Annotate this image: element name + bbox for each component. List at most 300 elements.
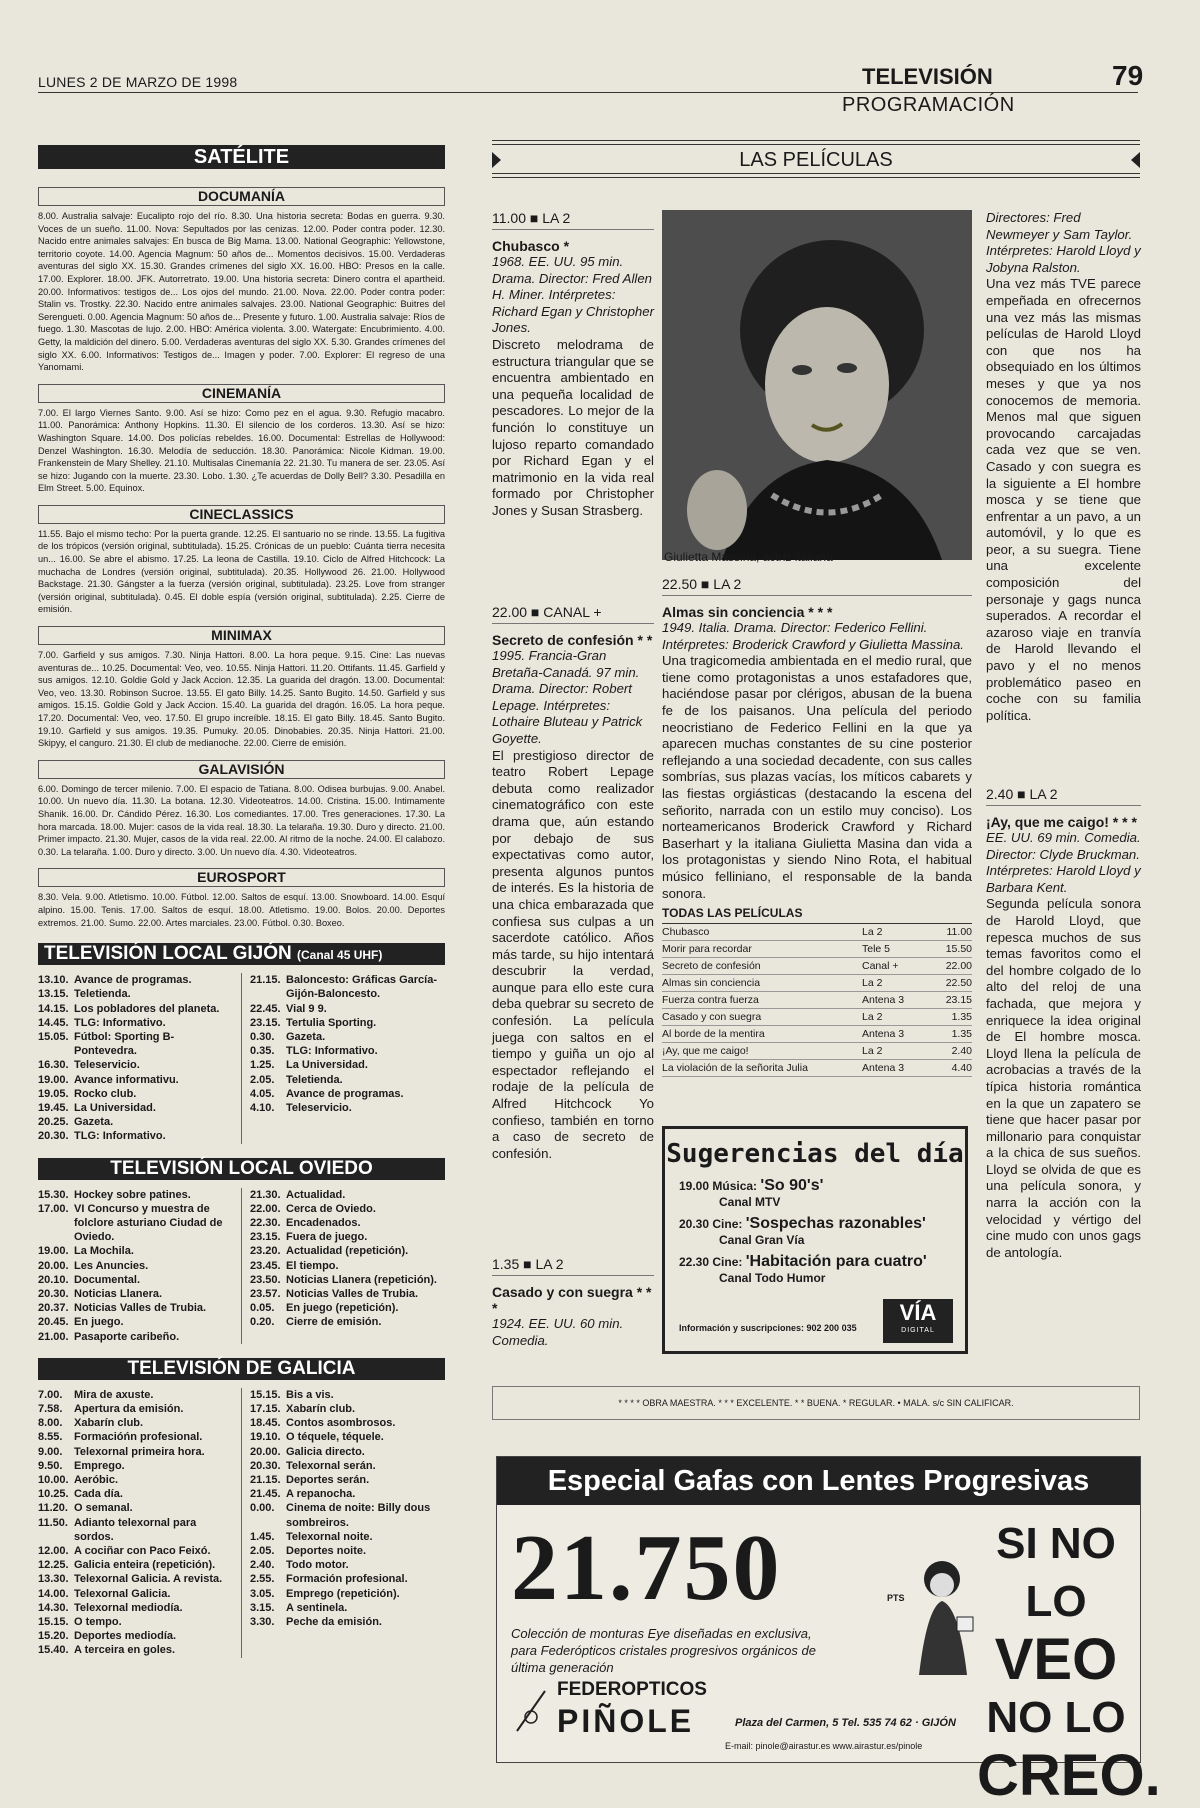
schedule-time: 8.00. [38,1417,63,1430]
schedule-program: Galicia enteira (repetición). [74,1559,216,1572]
film-time: 1.35 [932,1026,972,1043]
suggestion-time: 20.30 [679,1217,710,1231]
suggestion-title: 'Sospechas razonables' [745,1215,926,1232]
slot-time: 22.00 [492,604,528,620]
schedule-row [38,1073,231,1087]
schedule-row [250,1287,445,1301]
secreto-slot: 22.00 ■ CANAL + [492,604,654,624]
schedule-program: Peche da emisión. [286,1616,382,1629]
schedule-program: Deportes mediodía. [74,1630,177,1643]
schedule-time: 23.45. [250,1259,281,1272]
schedule-row [38,1330,231,1344]
federopticos-logo-icon [511,1685,551,1735]
schedule-row [38,1516,231,1544]
schedule-time: 13.10. [38,974,69,987]
schedule-program: Galicia directo. [286,1445,365,1458]
film-time: 15.50 [932,941,972,958]
schedule-time: 15.15. [250,1388,281,1401]
schedule-program: Gazeta. [286,1030,326,1043]
schedule-program: La Mochila. [74,1245,134,1258]
peliculas-title: LAS PELÍCULAS [739,149,893,171]
schedule-program: Rocko club. [74,1087,137,1100]
schedule-program: O téquele, téquele. [286,1431,384,1444]
schedule-program: Xabarín club. [286,1403,356,1415]
channel-schedule: 8.30. Vela. 9.00. Atletismo. 10.00. Fútbol. 12.00. Saltos de esquí. 13.00. Snowboard. 14.00. Esquí alpino. 15.00. Tenis. 17.00. Saltos de esquí. 18.00. Atletismo. 19.00. Bolos. 20.00. Deportes extremos. 21.00. Sumo. 22.00. Artes marciales. 23.00. Fútbol. 0.30. Boxeo. [38,892,445,928]
schedule-row [250,1416,445,1430]
schedule-row [38,1587,231,1601]
schedule-row [38,987,231,1001]
ad-brand-2: PIÑOLE [557,1703,695,1739]
slogan-line: VEO [994,1627,1118,1692]
suggestion-item [679,1215,965,1247]
film-channel: Tele 5 [862,941,932,958]
schedule-time: 19.10. [250,1431,281,1444]
schedule-program: O tempo. [74,1616,122,1629]
chubasco-title: Chubasco * [492,238,570,254]
schedule-time: 21.15. [250,974,281,987]
schedule-row [38,1601,231,1615]
gijon-table [38,973,445,1143]
schedule-time: 14.45. [38,1016,69,1029]
schedule-program: Emprego. [74,1459,125,1472]
schedule-row [250,1002,445,1016]
logo-text: VÍA [899,1300,937,1325]
schedule-row [38,1202,231,1245]
schedule-time: 13.15. [38,988,69,1001]
schedule-time: 11.50. [38,1516,68,1529]
film-title: Al borde de la mentira [662,1026,862,1043]
channel-heading: GALAVISIÓN [38,760,445,779]
rating-legend: * * * * OBRA MAESTRA. * * * EXCELENTE. * * BUENA. * REGULAR. • MALA. s/c SIN CALIFICAR. [492,1386,1140,1420]
film-row [662,975,972,992]
schedule-time: 10.00. [38,1474,69,1487]
schedule-program: La Universidad. [74,1101,156,1114]
suggestion-time: 19.00 [679,1179,710,1193]
schedule-row [250,1315,445,1329]
film-channel: Antena 3 [862,1026,932,1043]
schedule-time: 14.00. [38,1587,69,1600]
schedule-time: 19.00. [38,1245,69,1258]
schedule-row [250,1259,445,1273]
schedule-row [38,1473,231,1487]
schedule-row [250,1473,445,1487]
todas-title: TODAS LAS PELÍCULAS [662,906,972,924]
schedule-program: Pasaporte caribeño. [74,1330,180,1343]
almas-text: Una tragicomedia ambientada en el medio rural, que tiene como protagonistas a unos estafadores que, haciéndose pasar por clérigos, abusan de la buena fe de los paisanos. Una película del periodo neocristiano de Federico Fellini en la que ya aparecen muchas constantes de su cine posterior reflejando a una sociedad decadente, con sus calles sombrías, sus plazas vacías, los míticos cabarets y las fiestas orgiásticas (destacando la escena del señorito, narrada con un estilo muy conciso). Los norteamericanos Broderick Crawford y Richard Baserhart y la italiana Giulietta Masina dan vida a los protagonistas y siendo Nino Rota, el habitual músico felliniano, el responsable de la banda sonora. [662,653,972,901]
channel-schedule: 7.00. El largo Viernes Santo. 9.00. Así se hizo: Como pez en el agua. 9.30. Refugio macabro. 11.00. Panorámica: Anthony Hopkins. 11.30. El silencio de los corderos. 13.30. Así se hizo: Washington Square. 14.00. Dos policías rebeldes. 16.00. Documental: Estrellas de Hollywood: Denzel Washington. 16.30. Melodía de seducción. 18.30. Panorámica: Nicole Kidman. 19.00. Frankenstein de Mary Shelley. 21.10. Multisalas Cinemanía 22. 21.30. Tu manera de ser. 23.05. Así se hizo: Jugando con la muerte. 23.30. Lobo. 1.30. ¿Te acuerdas de Dolly Bell? 3.30. Pesadilla en Elm Street. 5.00. Equinox. [38,407,445,494]
schedule-program: Hockey sobre patines. [74,1188,191,1201]
schedule-row [38,1188,231,1202]
schedule-time: 18.45. [250,1417,281,1430]
schedule-row [38,1544,231,1558]
film-title: ¡Ay, que me caigo! [662,1043,862,1060]
schedule-time: 20.00. [250,1445,281,1458]
schedule-row [38,1016,231,1030]
casado-text: Una vez más TVE parece empeñada en ofrecernos una vez más las mismas películas de Harold Lloyd con que nos ha obsequiado en los últimos meses y que ya nos conocemos de memoria. Menos mal que siguen provocando carcajadas cada vez que se ven. Casado y con suegra es la siguiente a El hombre mosca y se tiene que enfrentar a un pavo, a un automóvil, y lo que es peor, a su suegra. Tiene una excelente composición del personaje y gags nunca superados. A recordar el azaroso viaje en tranvía de Harold llevando el pavo y el no menos problemático paseo en coche con su familia política. [986,276,1141,723]
schedule-row [250,1016,445,1030]
schedule-row [250,1459,445,1473]
schedule-program: Les Anuncies. [74,1259,149,1272]
schedule-row [250,1087,445,1101]
schedule-row [250,1188,445,1202]
schedule-program: Encadenados. [286,1216,361,1229]
schedule-time: 8.55. [38,1431,63,1444]
schedule-program: Fútbol: Sporting B-Pontevedra. [74,1030,175,1058]
schedule-program: Fuera de juego. [286,1231,368,1244]
schedule-program: En juego. [74,1316,124,1329]
schedule-row [250,1445,445,1459]
schedule-time: 20.37. [38,1302,69,1315]
sugerencias-items [679,1177,965,1285]
schedule-row [250,1501,445,1529]
schedule-row [38,1416,231,1430]
schedule-time: 2.05. [250,1545,275,1558]
schedule-program: Aeróbic. [74,1474,119,1487]
ad-address: Plaza del Carmen, 5 Tel. 535 74 62 · GIJÓN [735,1717,956,1729]
channel-schedule: 6.00. Domingo de tercer milenio. 7.00. El espacio de Tatiana. 8.00. Odisea burbujas. 9.00. Anabel. 10.00. Un nuevo día. 11.30. La botana. 12.30. Videoteatros. 14.00. Cristina. 15.00. Intimamente Shanik. 16.00. Dr. Cándido Pérez. 16.30. Los comediantes. 17.00. Tres generaciones. 17.30. La hora marcada. 18.00. Mujer: casos de la vida real. 18.30. La telaraña. 19.30. Duro y directo. 21.00. Primer impacto. 21.30. Mujer, casos de la vida real. 22.00. Al ritmo de la noche. 24.00. El calabozo. 0.30. La telaraña. 1.00. Duro y directo. 3.00. Un nuevo día. 4.30. Videoteatros. [38,783,445,857]
schedule-program: Telexornal noite. [286,1530,373,1543]
channel-heading: DOCUMANÍA [38,187,445,206]
ay-text: Segunda película sonora de Harold Lloyd, que repesca muchos de sus temas favoritos como el del hombre colgado de lo alto del reloj de una fachada, que mejora y enriquece la idea original de El hombre mosca. Lloyd llena la película de acrobacias a través de la típica historia romántica en la que un zapatero se tiene que hacer pasar por millonario para conquistar a la chica de sus sueños. Lloyd se olvida de que es una película sonora, y narra la acción con la velocidad y vértigo del cine mudo con unos gags de antología. [986,896,1141,1260]
schedule-row [38,973,231,987]
schedule-time: 7.58. [38,1403,63,1415]
schedule-row [38,1002,231,1016]
slot-channel: LA 2 [542,210,571,226]
schedule-time: 3.05. [250,1587,275,1600]
schedule-time: 22.00. [250,1202,281,1215]
schedule-row [38,1402,231,1416]
schedule-program: A repanocha. [286,1488,356,1501]
channel-schedule: 8.00. Australia salvaje: Eucalipto rojo del río. 8.30. Una historia secreta: Bodas en guerra. 9.30. Voces de un sueño. 11.00. Nova: Sepultados por las cenizas. 12.00. Poder contra poder. 12.30. Nacido entre animales salvajes: En busca de Big Mama. 13.00. National Geographic: Yellowstone, territorio coyote. 14.00. Agencia Magnum: 50 años de... Momentos decisivos. 15.00. Verdaderas aventuras del siglo XX. 15.30. Grandes crímenes del siglo XX. 16.00. HBO: Presos en la calle. 17.00. Explorer. 18.00. JFK. Autorretrato. 19.00. Una historia secreta: Dinero contra el apartheid. 20.00. Informativos: testigos de... Los ojos del mundo. 21.00. Nova. 22.00. Poder contra poder: Stalin vs. Trostky. 22.30. Nacido entre animales salvajes. 23.00. National Geographic: Buitres del Serengueti. 0.00. Agencia Magnum: 50 años de... Presente y futuro. 1.00. Australia salvaje: Ríos de fuego. 1.30. Mascotas de lujo. 2.00. HBO: América violenta. 3.00. Watergate: Encubrimiento. 4.00. Getty, la maldición del dinero. 5.00. Verdaderas aventuras del siglo XX. 5.30. Grandes crímenes del siglo XX. 6.00. Informativos: Testigos de... Imagen y poder. 7.00. Explorer: El regreso de una Yanomami. [38,211,445,373]
schedule-row [250,1430,445,1444]
schedule-program: O semanal. [74,1502,133,1515]
schedule-time: 12.00. [38,1545,69,1558]
schedule-time: 3.15. [250,1601,275,1614]
galicia-banner: TELEVISIÓN DE GALICIA [38,1358,445,1380]
schedule-program: En juego (repetición). [286,1302,399,1315]
top-rule [492,140,1140,145]
almas-review [662,576,972,902]
schedule-row [38,1273,231,1287]
oviedo-banner: TELEVISIÓN LOCAL OVIEDO [38,1158,445,1180]
schedule-time: 9.00. [38,1445,63,1458]
suggestion-type: Cine: [712,1217,743,1231]
schedule-row [38,1315,231,1329]
schedule-row [250,1244,445,1258]
chubasco-text: Discreto melodrama de estructura triangular que se encuentra ambientado en una pequeña localidad de pescadores. Lo mejor de la función lo constituye un lujoso reparto comandado por Richard Egan y el matrimonio en la vida real formado por Christopher Jones y Susan Strasberg. [492,336,654,518]
schedule-time: 20.45. [38,1316,69,1329]
schedule-row [38,1487,231,1501]
schedule-program: Documental. [74,1273,141,1286]
schedule-row [250,1216,445,1230]
ad-description: Colección de monturas Eye diseñadas en exclusiva, para Federópticos cristales progresivos orgánicos de última generación [511,1626,816,1675]
schedule-time: 20.30. [38,1130,69,1143]
schedule-program: Cerca de Oviedo. [286,1202,376,1215]
casado-info: 1924. EE. UU. 60 min. Comedia. [492,1316,624,1348]
schedule-row [250,1615,445,1629]
ad-slogan [977,1515,1161,1808]
page-number: 79 [1112,60,1144,91]
logo-subtext: DIGITAL [901,1327,935,1334]
film-title: Fuerza contra fuerza [662,992,862,1009]
schedule-program: Baloncesto: Gráficas García-Gijón-Baloncesto. [286,974,438,1001]
schedule-program: Teleservicio. [286,1101,352,1114]
schedule-time: 12.25. [38,1559,69,1572]
casado-title: Casado y con suegra * * * [492,1284,652,1316]
federopticos-ad [496,1456,1161,1808]
satelite-banner: SATÉLITE [38,145,445,169]
schedule-program: Formacióńn profesional. [74,1431,203,1444]
schedule-program: Formación profesional. [286,1573,408,1586]
schedule-program: Actualidad (repetición). [286,1245,409,1258]
schedule-row [250,1044,445,1058]
schedule-program: Los pobladores del planeta. [74,1002,220,1015]
slot-channel: CANAL + [543,604,602,620]
ay-info: EE. UU. 69 min. Comedia. Director: Clyde Bruckman. Intérpretes: Harold Lloyd y Barbara Kent. [986,830,1141,895]
slot-channel: LA 2 [713,576,742,592]
schedule-program: Contos asombrosos. [286,1417,396,1430]
schedule-row [250,1544,445,1558]
slot-channel: LA 2 [535,1256,564,1272]
gijon-title: TELEVISIÓN LOCAL GIJÓN [44,943,292,965]
schedule-program: A cociñar con Paco Feixó. [74,1545,211,1558]
ad-brand-1: FEDEROPTICOS [557,1679,707,1700]
schedule-time: 23.15. [250,1016,281,1029]
schedule-time: 15.05. [38,1030,69,1043]
schedule-row [38,1445,231,1459]
schedule-row [250,1058,445,1072]
schedule-time: 20.30. [38,1287,69,1300]
chubasco-slot: 11.00 ■ LA 2 [492,210,654,230]
schedule-program: Vial 9 9. [286,1002,327,1015]
gijon-schedule [38,973,445,1143]
schedule-time: 17.00. [38,1202,69,1215]
schedule-program: Telexornal primeira hora. [74,1445,205,1458]
schedule-time: 0.20. [250,1316,275,1329]
schedule-row [38,1572,231,1586]
schedule-program: Telexornal Galicia. A revista. [74,1573,223,1586]
schedule-row [38,1459,231,1473]
schedule-program: Cada día. [74,1488,123,1501]
film-channel: La 2 [862,975,932,992]
schedule-row [250,1530,445,1544]
schedule-time: 19.45. [38,1101,69,1114]
schedule-row [250,1558,445,1572]
right-arrow-icon [1131,152,1140,168]
galicia-schedule [38,1388,445,1658]
schedule-time: 22.30. [250,1216,281,1229]
secreto-review [492,604,654,1162]
schedule-program: TLG: Informativo. [74,1130,166,1143]
schedule-time: 19.00. [38,1073,69,1086]
secreto-title: Secreto de confesión * * [492,632,653,648]
schedule-time: 21.15. [250,1474,281,1487]
schedule-time: 17.15. [250,1403,281,1415]
film-time: 1.35 [932,1009,972,1026]
schedule-row [250,1601,445,1615]
secreto-info: 1995. Francia-Gran Bretaña-Canadá. 97 min. Drama. Director: Robert Lepage. Intérpretes: Lothaire Bluteau y Patrick Goyette. [492,648,643,746]
ay-title: ¡Ay, que me caigo! * * * [986,814,1137,830]
schedule-time: 21.30. [250,1188,281,1201]
schedule-row [38,1058,231,1072]
schedule-time: 23.50. [250,1273,281,1286]
schedule-row [250,1572,445,1586]
schedule-program: Xabarín club. [74,1417,144,1430]
schedule-program: Mira de axuste. [74,1388,154,1401]
schedule-program: VI Concurso y muestra de folclore asturiano Ciudad de Oviedo. [74,1202,223,1244]
ad-currency: PTS [887,1593,905,1603]
film-channel: La 2 [862,924,932,941]
channel-schedule: 7.00. Garfield y sus amigos. 7.30. Ninja Hattori. 8.00. La hora peque. 9.15. Cine: Las nuevas aventuras de... 10.25. Documental: Veo, veo. 10.55. Ninja Hattori. 11.20. Ottifants. 11.45. Garfield y sus amigos. 12.10. Goldie Gold y Jack Accion. 12.35. La guarida del dragón. 13.00. Documental: Veo, veo. 13.30. Robinson Sucroe. 13.55. El gato Billy. 14.25. Santo Bugito. 14.50. Garfield y sus amigos. 15.15. Goldie Gold y Jack Accion. 15.40. La guarida del dragón. 16.05. La hora peque. 17.20. Documental: Veo, veo. 17.50. El grupo increíble. 18.15. El gato Billy. 18.45. Santo Bugito. 19.10. Garfield y sus amigos. 19.35. Pumuky. 20.05. Dinobabies. 20.35. Ninja Hattori. 21.00. Skipyy, el canguro. 21.30. El club de medianoche. 22.00. Cierre de emisión. [38,650,445,749]
film-time: 11.00 [932,924,972,941]
schedule-program: Apertura da emisión. [74,1403,184,1415]
schedule-time: 21.00. [38,1330,69,1343]
schedule-time: 14.15. [38,1002,69,1015]
film-title: Almas sin conciencia [662,975,862,992]
schedule-time: 7.00. [38,1388,63,1401]
schedule-row [38,1388,231,1402]
oviedo-schedule [38,1188,445,1344]
schedule-time: 1.25. [250,1059,275,1072]
schedule-program: Teletienda. [286,1073,343,1086]
schedule-row [250,1402,445,1416]
schedule-time: 4.05. [250,1087,275,1100]
schedule-program: A sentinela. [286,1601,348,1614]
tv-listings-column [38,145,445,1658]
schedule-row [38,1259,231,1273]
suggestion-type: Música: [712,1179,758,1193]
schedule-time: 23.20. [250,1245,281,1258]
todas-table [662,906,972,1077]
schedule-row [38,1643,231,1657]
schedule-program: Gazeta. [74,1116,114,1129]
ay-slot: 2.40 ■ LA 2 [986,786,1141,806]
schedule-time: 15.20. [38,1630,69,1643]
schedule-time: 9.50. [38,1459,63,1472]
schedule-time: 23.15. [250,1231,281,1244]
schedule-time: 20.10. [38,1273,69,1286]
schedule-row [250,1101,445,1115]
film-row [662,1060,972,1077]
film-row [662,992,972,1009]
chubasco-review [492,210,654,520]
header-section: TELEVISIÓN [862,64,993,89]
schedule-program: Cierre de emisión. [286,1316,382,1329]
schedule-program: La Universidad. [286,1059,368,1072]
header-date: LUNES 2 DE MARZO DE 1998 [38,74,238,90]
schedule-time: 22.45. [250,1002,281,1015]
schedule-program: Noticias Valles de Trubia. [286,1287,419,1300]
schedule-row [250,1388,445,1402]
schedule-program: Teleservicio. [74,1059,140,1072]
schedule-program: Avance informativu. [74,1073,179,1086]
gijon-banner [38,943,445,965]
schedule-program: Bis a vis. [286,1388,334,1401]
film-channel: La 2 [862,1043,932,1060]
schedule-time: 11.20. [38,1502,68,1515]
schedule-program: Actualidad. [286,1188,346,1201]
schedule-row [250,973,445,1001]
casado-credits: Directores: Fred Newmeyer y Sam Taylor. Intérpretes: Harold Lloyd y Jobyna Ralston. [986,210,1141,275]
schedule-program: Adianto telexornal para sordos. [74,1516,197,1543]
schedule-program: Emprego (repetición). [286,1587,400,1600]
schedule-time: 14.30. [38,1601,69,1614]
film-time: 22.50 [932,975,972,992]
schedule-row [38,1558,231,1572]
film-channel: La 2 [862,1009,932,1026]
casado-continuation [986,210,1141,724]
schedule-program: Deportes serán. [286,1474,370,1487]
schedule-row [38,1115,231,1129]
schedule-time: 0.35. [250,1045,275,1058]
channel-heading: CINECLASSICS [38,505,445,524]
schedule-row [38,1430,231,1444]
film-channel: Antena 3 [862,992,932,1009]
schedule-row [250,1030,445,1044]
film-row [662,941,972,958]
schedule-row [250,1273,445,1287]
portrait-illustration [662,210,972,560]
header-rule [38,92,1138,93]
schedule-program: A terceira en goles. [74,1644,176,1657]
slogan-line: NO LO [986,1693,1126,1742]
schedule-time: 20.30. [250,1459,281,1472]
film-row [662,1009,972,1026]
suggestion-title: 'Habitación para cuatro' [745,1253,927,1270]
schedule-row [250,1202,445,1216]
film-time: 23.15 [932,992,972,1009]
schedule-program: Todo motor. [286,1559,349,1572]
schedule-program: Teletienda. [74,988,131,1001]
schedule-time: 0.05. [250,1302,275,1315]
slot-channel: LA 2 [1029,786,1058,802]
almas-info: 1949. Italia. Drama. Director: Federico Fellini. Intérpretes: Broderick Crawford y Giulietta Massina. [662,620,964,652]
schedule-time: 23.57. [250,1287,281,1300]
schedule-time: 16.30. [38,1059,69,1072]
schedule-row [38,1244,231,1258]
slot-time: 2.40 [986,786,1014,802]
slot-time: 22.50 [662,576,698,592]
ad-price: 21.750 [511,1516,782,1620]
sugerencias-title: Sugerencias del día [666,1139,964,1169]
film-time: 22.00 [932,958,972,975]
casado-slot: 1.35 ■ LA 2 [492,1256,654,1276]
suggestion-type: Cine: [712,1255,743,1269]
film-time: 2.40 [932,1043,972,1060]
schedule-row [38,1629,231,1643]
schedule-program: Telexornal Galicia. [74,1587,171,1600]
film-title: Casado y con suegra [662,1009,862,1026]
woman-illustration [907,1557,977,1677]
schedule-time: 2.40. [250,1559,275,1572]
photo-caption: Giulietta Massina, actriz italiana [664,550,833,564]
film-row [662,1043,972,1060]
schedule-time: 4.10. [250,1101,275,1114]
channel-schedule: 11.55. Bajo el mismo techo: Por la puerta grande. 12.25. El santuario no se rinde. 13.55. La fugitiva de los trópicos (versión original, subtitulada). 15.25. Crónicas de un pueblo: Cuánta tierra necesita un... 16.00. Se abre el abismo. 17.25. La leona de Castilla. 19.10. Ciclo de Alfred Hitchcock: La muchacha de Londres (versión original, subtitulada). 20.35. Hollywood 26. 21.00. Hollywood Backstage. 21.30. Gángster a la fuerza (versión original, subtitulada). 23.25. Love from stranger (versión original, subtitulada). 0.45. El doble espía (versión original, subtitulada). 2.25. Cierre de emisión. [38,528,445,615]
schedule-program: Avance de programas. [74,974,192,987]
suggestion-item [679,1253,965,1285]
film-title: Chubasco [662,924,862,941]
casado-review [492,1256,654,1349]
photo-giulietta-massina [662,210,972,560]
schedule-row [250,1487,445,1501]
schedule-row [38,1030,231,1058]
channel-heading: EUROSPORT [38,868,445,887]
todas-rows [662,924,972,1077]
schedule-row [38,1087,231,1101]
film-row [662,924,972,941]
channel-heading: CINEMANÍA [38,384,445,403]
